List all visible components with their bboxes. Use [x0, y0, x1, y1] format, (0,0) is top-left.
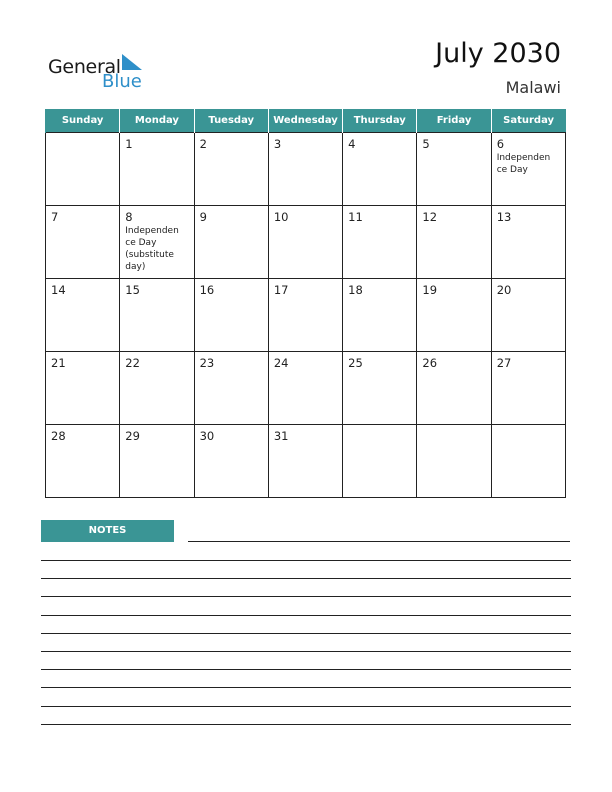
day-number: 30 — [199, 428, 215, 443]
day-cell — [268, 278, 342, 351]
day-number: 7 — [51, 209, 59, 224]
day-number: 9 — [199, 209, 207, 224]
day-number: 28 — [51, 428, 66, 443]
day-number: 29 — [125, 428, 140, 443]
day-number: 3 — [273, 136, 282, 151]
day-number: 12 — [422, 209, 438, 224]
weekday-friday: Friday — [417, 109, 491, 132]
note-line — [41, 633, 571, 634]
weekday-header-row — [46, 109, 566, 132]
weekday-thursday: Thursday — [343, 109, 417, 132]
holiday-label: Independen ce Day (substitute day) — [125, 225, 179, 272]
weekday-saturday: Saturday — [491, 109, 565, 132]
day-cell — [491, 132, 565, 205]
day-cell — [343, 424, 417, 497]
day-number: 23 — [199, 355, 215, 370]
day-number: 26 — [422, 355, 438, 370]
note-line — [41, 578, 571, 579]
day-cell — [343, 205, 417, 278]
week-row — [46, 351, 566, 424]
note-line — [41, 724, 571, 725]
day-cell — [46, 205, 120, 278]
day-number: 24 — [273, 355, 289, 370]
brand-word-blue: Blue — [102, 71, 142, 92]
day-number: 15 — [125, 282, 140, 297]
note-line — [41, 651, 571, 652]
week-row — [46, 424, 566, 497]
day-number: 10 — [273, 209, 289, 224]
day-cell — [491, 424, 565, 497]
day-cell — [194, 278, 268, 351]
day-cell — [343, 132, 417, 205]
day-cell — [268, 424, 342, 497]
day-number: 21 — [51, 355, 66, 370]
day-number: 8 — [125, 209, 133, 224]
day-number: 14 — [51, 282, 66, 297]
day-number: 4 — [348, 136, 356, 151]
day-number: 31 — [273, 428, 289, 443]
day-cell — [194, 351, 268, 424]
day-cell — [268, 205, 342, 278]
day-cell — [120, 424, 194, 497]
day-cell — [120, 278, 194, 351]
day-number: 18 — [348, 282, 363, 297]
day-cell — [417, 424, 491, 497]
day-number: 25 — [348, 355, 363, 370]
day-cell — [491, 351, 565, 424]
day-cell — [417, 205, 491, 278]
calendar-body — [46, 132, 566, 497]
week-row — [46, 132, 566, 205]
day-cell — [194, 132, 268, 205]
day-cell — [268, 351, 342, 424]
day-cell — [343, 278, 417, 351]
day-number: 17 — [273, 282, 289, 297]
weekday-sunday: Sunday — [46, 109, 120, 132]
day-cell — [268, 132, 342, 205]
day-cell — [46, 424, 120, 497]
weekday-tuesday: Tuesday — [194, 109, 268, 132]
day-cell — [343, 351, 417, 424]
note-line — [41, 687, 571, 688]
day-number: 5 — [422, 136, 430, 151]
day-cell — [46, 351, 120, 424]
note-line — [41, 706, 571, 707]
holiday-label: Independen ce Day — [496, 152, 551, 175]
day-cell — [417, 132, 491, 205]
note-line — [41, 669, 571, 670]
weekday-wednesday: Wednesday — [268, 109, 342, 132]
note-line — [41, 615, 571, 616]
day-number: 16 — [199, 282, 215, 297]
brand-logo — [48, 52, 158, 92]
note-line — [188, 541, 570, 542]
day-cell — [417, 278, 491, 351]
notes-label: NOTES — [41, 520, 174, 542]
week-row — [46, 205, 566, 278]
page-title: July 2030 — [435, 38, 561, 69]
day-cell — [46, 278, 120, 351]
day-cell — [417, 351, 491, 424]
day-number: 6 — [496, 136, 505, 151]
day-number: 1 — [125, 136, 133, 151]
day-number: 11 — [348, 209, 363, 224]
country-name: Malawi — [505, 78, 561, 97]
day-cell — [491, 278, 565, 351]
day-number: 13 — [496, 209, 512, 224]
brand-word-general: General — [48, 56, 121, 78]
day-cell — [194, 424, 268, 497]
day-cell — [194, 205, 268, 278]
day-number: 19 — [422, 282, 438, 297]
day-number: 22 — [125, 355, 140, 370]
brand-triangle-icon — [120, 54, 142, 72]
month-calendar — [45, 109, 566, 498]
day-cell — [120, 205, 194, 278]
day-cell — [46, 132, 120, 205]
note-line — [41, 596, 571, 597]
weekday-monday: Monday — [120, 109, 194, 132]
day-number: 2 — [199, 136, 207, 151]
day-cell — [491, 205, 565, 278]
day-cell — [120, 351, 194, 424]
week-row — [46, 278, 566, 351]
day-cell — [120, 132, 194, 205]
note-line — [41, 560, 571, 561]
day-number: 20 — [496, 282, 512, 297]
day-number: 27 — [496, 355, 512, 370]
